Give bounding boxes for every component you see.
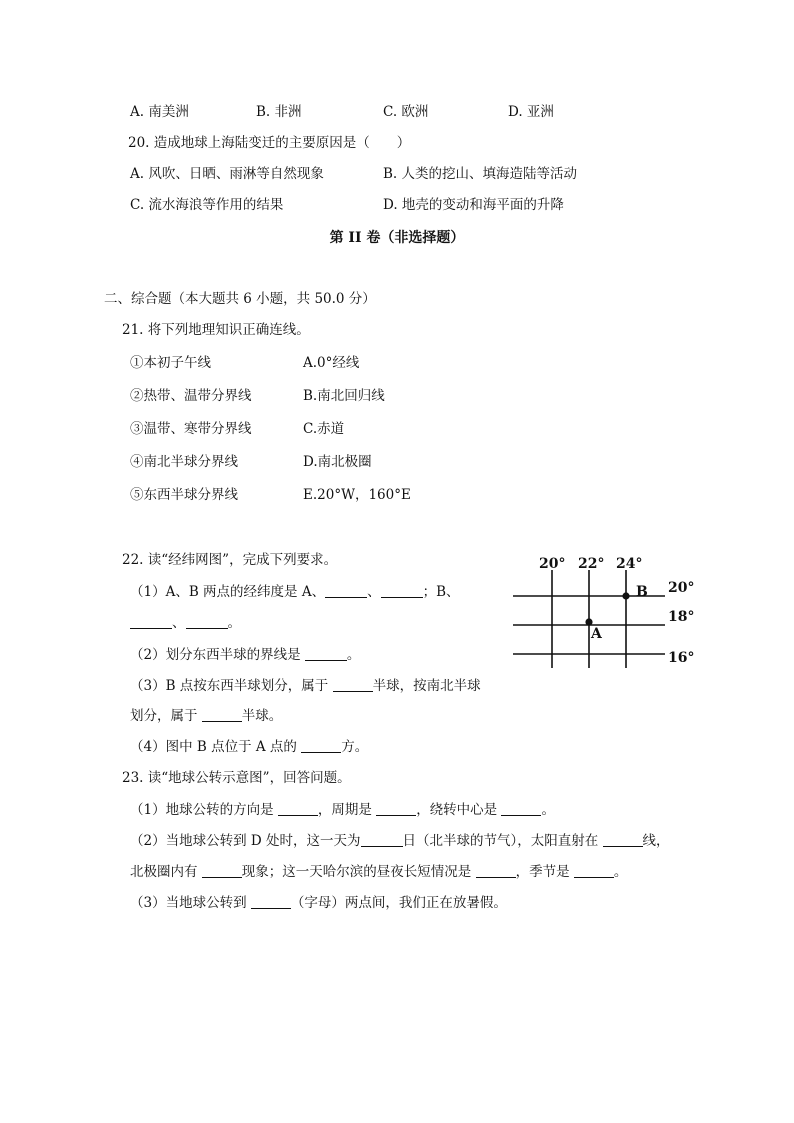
q19-option-d: D. 亚洲 — [508, 104, 554, 120]
q22-part1-line2 — [130, 614, 241, 632]
q20-option-a: A. 风吹、日晒、雨淋等自然现象 — [130, 166, 324, 182]
q23-p1-text-c: ，绕转中心是 — [416, 802, 502, 818]
answer-blank[interactable] — [251, 895, 291, 909]
q22-p1-sep2: 、 — [172, 615, 186, 631]
point-a-marker — [585, 618, 592, 625]
q22-part3-line1 — [130, 677, 481, 695]
q22-p3-text-a: （3）B 点按东西半球划分，属于 — [130, 678, 333, 694]
q21-stem: 21. 将下列地理知识正确连线。 — [122, 322, 310, 338]
q21-left-item: ②热带、温带分界线 — [130, 388, 252, 404]
q23-p3-text-a: （3）当地球公转到 — [130, 895, 251, 911]
answer-blank[interactable] — [130, 615, 172, 629]
answer-blank[interactable] — [202, 708, 242, 722]
answer-blank[interactable] — [361, 833, 403, 847]
answer-blank[interactable] — [305, 647, 347, 661]
q19-option-b: B. 非洲 — [256, 104, 302, 120]
q23-p1-text-d: 。 — [541, 802, 555, 818]
q23-p2-text-d: 北极圈内有 — [130, 864, 202, 880]
q21-right-item: E.20°W，160°E — [303, 487, 411, 503]
point-a-label: A — [591, 626, 602, 642]
q22-p1-sep1: 、 — [367, 584, 381, 600]
q20-option-b: B. 人类的挖山、填海造陆等活动 — [383, 166, 578, 182]
answer-blank[interactable] — [376, 802, 416, 816]
lat-label: 18° — [668, 609, 695, 625]
q23-p3-text-b: （字母）两点间，我们正在放暑假。 — [290, 895, 507, 911]
answer-blank[interactable] — [186, 615, 228, 629]
q19-option-c: C. 欧洲 — [383, 104, 429, 120]
part2-heading: 二、综合题（本大题共 6 小题，共 50.0 分） — [104, 291, 376, 307]
q23-part3 — [130, 894, 507, 912]
q21-left-item: ④南北半球分界线 — [130, 454, 238, 470]
q22-p4-text-b: 方。 — [341, 739, 369, 755]
q21-right-item: C.赤道 — [303, 421, 345, 437]
answer-blank[interactable] — [603, 833, 643, 847]
q22-p1-end: 。 — [227, 615, 241, 631]
q23-stem: 23. 读“地球公转示意图”，回答问题。 — [122, 770, 351, 786]
graticule-figure — [505, 548, 705, 674]
q22-p3-text-b: 半球，按南北半球 — [372, 678, 481, 694]
q21-right-item: B.南北回归线 — [303, 388, 385, 404]
q22-p3-text-c: 划分，属于 — [130, 708, 202, 724]
answer-blank[interactable] — [333, 678, 373, 692]
q20-option-c: C. 流水海浪等作用的结果 — [130, 197, 284, 213]
lon-label: 20° — [539, 556, 566, 572]
answer-blank[interactable] — [381, 584, 423, 598]
answer-blank[interactable] — [476, 864, 516, 878]
answer-blank[interactable] — [278, 802, 318, 816]
q22-p1-text-b: ；B、 — [422, 584, 460, 600]
q22-p3-text-d: 半球。 — [241, 708, 283, 724]
point-b-marker — [622, 592, 629, 599]
q22-stem: 22. 读“经纬网图”，完成下列要求。 — [122, 552, 338, 568]
lat-label: 20° — [668, 580, 695, 596]
q23-p2-text-a: （2）当地球公转到 D 处时，这一天为 — [130, 833, 361, 849]
q22-part3-line2 — [130, 707, 282, 725]
q21-right-item: D.南北极圈 — [303, 454, 372, 470]
q23-p2-text-g: 。 — [613, 864, 628, 880]
q21-left-item: ①本初子午线 — [130, 355, 211, 371]
answer-blank[interactable] — [325, 584, 367, 598]
answer-blank[interactable] — [202, 864, 242, 878]
q23-part1 — [130, 801, 555, 819]
q22-p4-text-a: （4）图中 B 点位于 A 点的 — [130, 739, 302, 755]
q20-stem: 20. 造成地球上海陆变迁的主要原因是（ ） — [128, 135, 411, 151]
answer-blank[interactable] — [301, 739, 341, 753]
q23-p1-text-b: ，周期是 — [317, 802, 377, 818]
q23-p2-text-c: 线， — [642, 833, 670, 849]
q23-part2-line1 — [130, 832, 670, 850]
q22-part4 — [130, 738, 368, 756]
q20-option-d: D. 地壳的变动和海平面的升降 — [383, 197, 564, 213]
point-b-label: B — [636, 584, 648, 600]
q22-p2-end: 。 — [346, 647, 361, 663]
q22-part2 — [130, 646, 360, 664]
lat-label: 16° — [668, 650, 695, 666]
q23-p1-text-a: （1）地球公转的方向是 — [130, 802, 278, 818]
q23-p2-text-f: ，季节是 — [515, 864, 574, 880]
section-title: 第 II 卷（非选择题） — [329, 230, 465, 246]
answer-blank[interactable] — [574, 864, 614, 878]
q23-p2-text-e: 现象；这一天哈尔滨的昼夜长短情况是 — [241, 864, 476, 880]
q23-part2-line2 — [130, 863, 627, 881]
q22-p1-text-a: （1）A、B 两点的经纬度是 A、 — [130, 584, 326, 600]
q21-left-item: ③温带、寒带分界线 — [130, 421, 252, 437]
lon-label: 24° — [616, 556, 643, 572]
q22-p2-text: （2）划分东西半球的界线是 — [130, 647, 305, 663]
q23-p2-text-b: 日（北半球的节气），太阳直射在 — [402, 833, 603, 849]
q22-part1-line1 — [130, 583, 460, 601]
lon-label: 22° — [578, 556, 605, 572]
q21-right-item: A.0°经线 — [303, 355, 360, 371]
answer-blank[interactable] — [501, 802, 541, 816]
q21-left-item: ⑤东西半球分界线 — [130, 487, 238, 503]
q19-option-a: A. 南美洲 — [130, 104, 189, 120]
